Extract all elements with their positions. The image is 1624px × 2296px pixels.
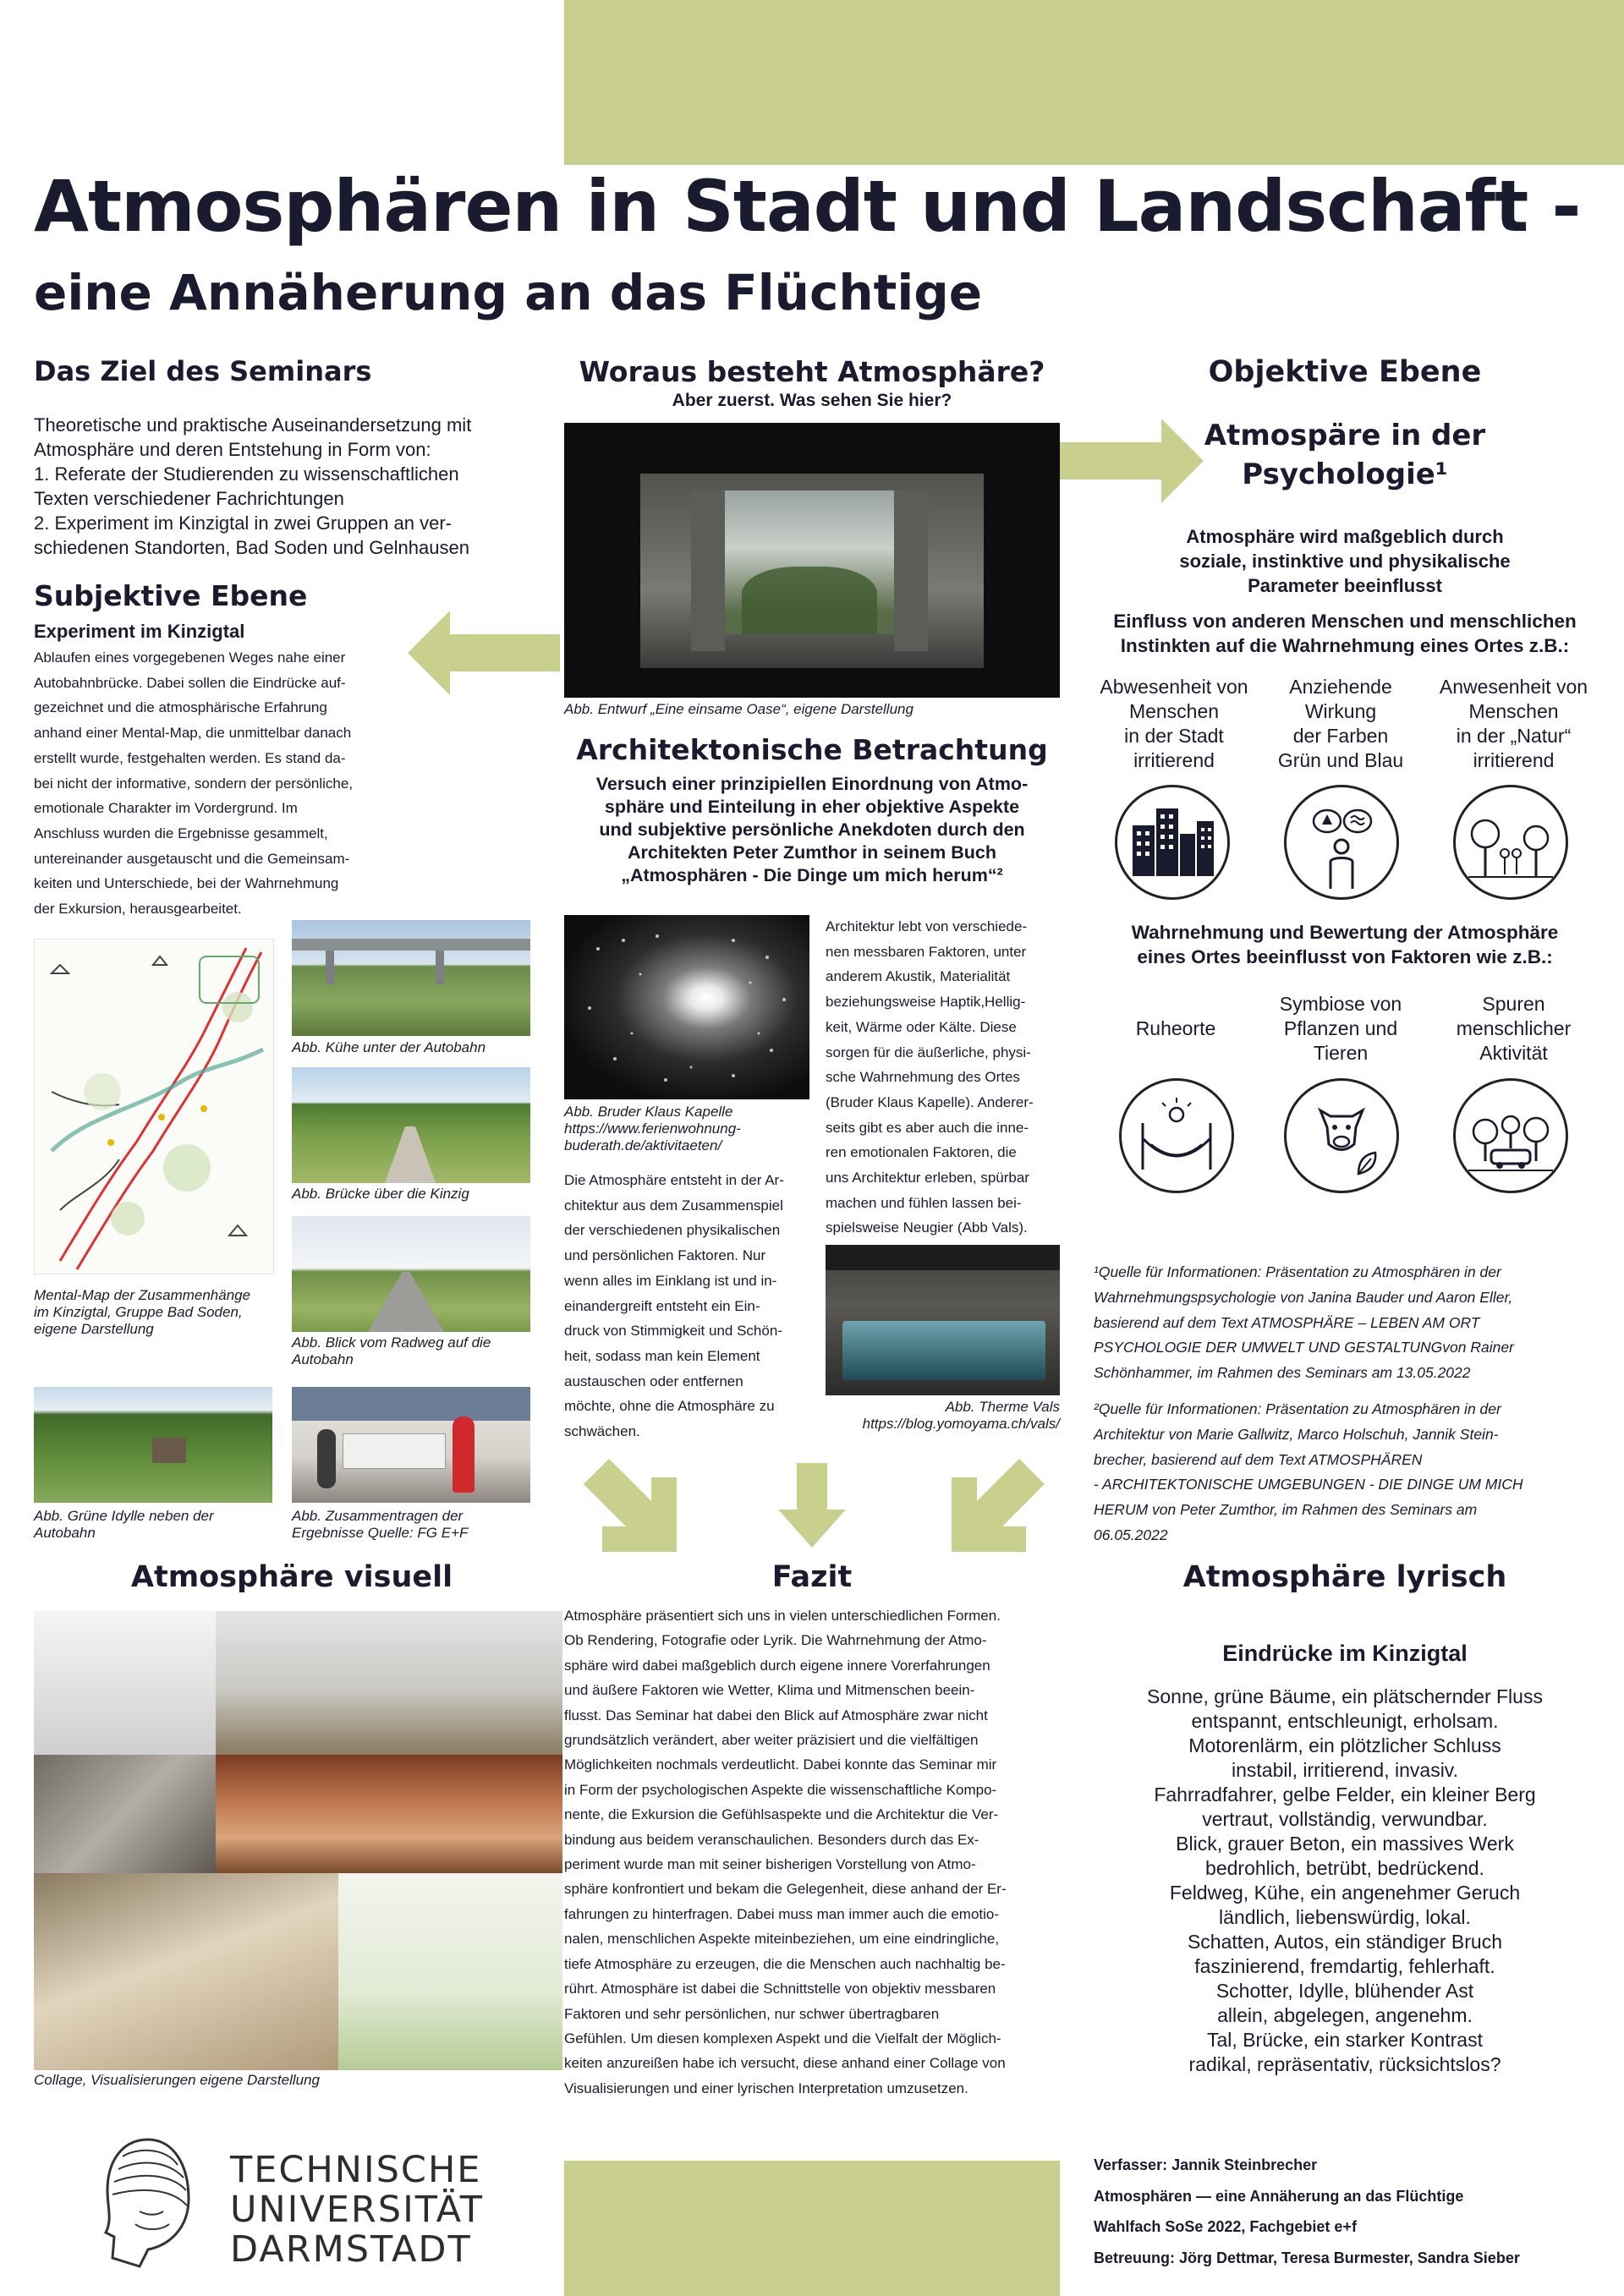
photo-kuehe [292, 920, 530, 1036]
wahrnehmung-heading: Wahrnehmung und Bewertung der Atmosphäre eines Ortes beeinflusst von Faktoren wie z.B.: [1131, 922, 1559, 967]
mental-map-image [34, 939, 274, 1274]
subjektiv-heading: Subjektive Ebene [34, 579, 308, 612]
arrow-down-left-icon [584, 1459, 677, 1552]
footnote-1: ¹Quelle für Informationen: Präsentation zu Atmosphären in der Wahrnehmungspsychologie von Janina Bauder und Aaron Eller, basierend auf dem Text ATMOSPHÄRE – LEBEN AM ORT PSYCHOLOGIE DER UMWELT UND GESTALTUNGvon Rainer Schönhammer, im Rahmen des Seminars am 13.05.2022 [1094, 1263, 1514, 1382]
caption-bruecke: Abb. Brücke über die Kinzig [292, 1186, 469, 1202]
therme-vals-image [826, 1245, 1060, 1395]
arrow-down-icon [778, 1463, 846, 1548]
tu-logo [89, 2131, 207, 2275]
cow-leaf-icon [1284, 1078, 1399, 1193]
arrow-down-right-icon [952, 1459, 1045, 1552]
caption-blick: Abb. Blick vom Radweg auf die Autobahn [292, 1334, 491, 1367]
arch-heading: Architektonische Betrachtung [576, 733, 1048, 766]
collage-image [34, 1611, 562, 2070]
poster-subtitle: eine Annäherung an das Flüchtige [34, 264, 983, 321]
people-in-trees-icon [1453, 785, 1568, 900]
bruder-klaus-caption: Abb. Bruder Klaus Kapelle https://www.ferienwohnung- buderath.de/aktivitaeten/ [564, 1104, 741, 1153]
ziel-heading: Das Ziel des Seminars [34, 355, 372, 387]
credits: Verfasser: Jannik Steinbrecher Atmosphären — eine Annäherung an das Flüchtige Wahlfach SoSe 2022, Fachgebiet e+f Betreuung: Jörg Dettmar, Teresa Burmester, Sandra Sieber [1094, 2156, 1520, 2267]
ziel-text: Theoretische und praktische Auseinandersetzung mit Atmosphäre und deren Entstehung in Form von: 1. Referate der Studierenden zu wissenschaftlichen Texten verschiedener Fachrichtungen 2. Experiment im Kinzigtal in zwei Gruppen an ver- schiedenen Standorten, Bad Soden und Gelnhausen [34, 414, 472, 558]
oase-image [564, 423, 1060, 698]
person-thinking-nature-icon [1284, 785, 1399, 900]
poster-title: Atmosphären in Stadt und Landschaft - [34, 165, 1581, 248]
photo-idylle [34, 1387, 272, 1503]
psychologie-heading: Atmospäre in der Psychologie¹ [1204, 419, 1486, 491]
poem: Sonne, grüne Bäume, ein plätschernder Fluss entspannt, entschleunigt, erholsam. Motorenlärm, ein plötzlicher Schluss instabil, irritierend, invasiv. Fahrradfahrer, gelbe Felder, ein kleiner Berg vertraut, vollständig, verwundbar. Blick, grauer Beton, ein massives Werk bedrohlich, betrübt, bedrückend. Feldweg, Kühe, ein angenehmer Geruch ländlich, liebenswürdig, lokal. Schatten, Autos, ein ständiger Bruch faszinierend, fremdartig, fehlerhaft. Schotter, Idylle, blühender Ast allein, abgelegen, angenehm. Tal, Brücke, ein starker Kontrast radikal, repräsentativ, rücksichtslos? [1147, 1685, 1543, 2075]
factor-abwesenheit: Abwesenheit von Menschen in der Stadt irritierend [1100, 676, 1248, 771]
collage-caption: Collage, Visualisierungen eigene Darstellung [34, 2072, 321, 2088]
visuell-heading: Atmosphäre visuell [130, 1560, 453, 1594]
arch-right-text: Architektur lebt von verschiede- nen messbaren Faktoren, unter anderem Akustik, Materialität beziehungsweise Haptik,Hellig- keit, Wärme oder Kälte. Diese sorgen für die äußerliche, physi- sche Wahrnehmung des Ortes (Bruder Klaus Kapelle). Anderer- seits gibt es aber auch die inne- ren emotionalen Faktoren, die uns Architektur erleben, spürbar machen und fühlen lassen bei- spielsweise Neugier (Abb Vals). [826, 918, 1034, 1236]
factor-symbiose: Symbiose von Pflanzen und Tieren [1279, 993, 1402, 1064]
experiment-text: Ablaufen eines vorgegebenen Weges nahe einer Autobahnbrücke. Dabei sollen die Eindrücke auf- gezeichnet und die atmosphärische Erfahrung anhand einer Mental-Map, die unmittelbar danach erstellt wurde, festgehalten werden. Es stand da- bei nicht der informative, sondern der persönliche, emotionale Charakter im Vordergrund. Im Anschluss wurden die Ergebnisse gesammelt, untereinander ausgetauscht und die Gemeinsam- keiten und Unterschiede, bei der Wahrnehmung der Exkursion, herausgearbeitet. [34, 649, 354, 918]
woraus-subheading: Aber zuerst. Was sehen Sie hier? [672, 391, 952, 410]
photo-blick [292, 1216, 530, 1332]
fazit-heading: Fazit [771, 1560, 853, 1594]
factor-ruheorte: Ruheorte [1135, 1017, 1216, 1039]
bruder-klaus-image [564, 915, 809, 1099]
footnote-2: ²Quelle für Informationen: Präsentation zu Atmosphären in der Architektur von Marie Gallwitz, Marco Holschuh, Jannik Stein- brecher, basierend auf dem Text ATMOSPHÄREN - ARCHITEKTONISCHE UMGEBUNGEN - DIE DINGE UM MICH HERUM von Peter Zumthor, im Rahmen des Seminars am 06.05.2022 [1094, 1400, 1523, 1543]
factor-anwesenheit: Anwesenheit von Menschen in der „Natur“ irritierend [1439, 676, 1588, 771]
university-name: TECHNISCHE UNIVERSITÄT DARMSTADT [230, 2149, 485, 2271]
lyrisch-heading: Atmosphäre lyrisch [1182, 1560, 1507, 1594]
caption-zusammentragen: Abb. Zusammentragen der Ergebnisse Quelle: FG E+F [292, 1508, 469, 1541]
woraus-heading: Woraus besteht Atmosphäre? [579, 355, 1045, 388]
factor-anziehende-wirkung: Anziehende Wirkung der Farben Grün und Blau [1277, 676, 1404, 771]
oase-caption: Abb. Entwurf „Eine einsame Oase“, eigene Darstellung [564, 701, 914, 717]
trees-car-icon [1453, 1078, 1568, 1193]
einfluss-heading: Einfluss von anderen Menschen und menschlichen Instinkten auf die Wahrnehmung eines Ortes z.B.: [1113, 611, 1577, 656]
therme-vals-caption: Abb. Therme Vals https://blog.yomoyama.ch/vals/ [862, 1399, 1060, 1432]
bottom-accent-bar [564, 2161, 1060, 2296]
caption-kuehe: Abb. Kühe unter der Autobahn [292, 1039, 486, 1055]
mental-map-caption: Mental-Map der Zusammenhänge im Kinzigtal, Gruppe Bad Soden, eigene Darstellung [34, 1287, 251, 1337]
experiment-heading: Experiment im Kinzigtal [34, 621, 245, 642]
arch-subheading: Versuch einer prinzipiellen Einordnung von Atmo- sphäre und Einteilung in eher objektive Aspekte und subjektive persönliche Anekdoten durch den Architekten Peter Zumthor in seinem Buch „Atmosphären - Die Dinge um mich herum“² [595, 774, 1029, 885]
caption-idylle: Abb. Grüne Idylle neben der Autobahn [34, 1508, 214, 1541]
fazit-text: Atmosphäre präsentiert sich uns in vielen unterschiedlichen Formen. Ob Rendering, Fotografie oder Lyrik. Die Wahrnehmung der Atmo- sphäre wird dabei maßgeblich durch eigene innere Vorerfahrungen und äußere Faktoren wie Wetter, Klima und Mitmenschen beein- flusst. Das Seminar hat dabei den Blick auf Atmosphäre zwar nicht grundsätzlich verändert, aber weiter präzisiert und die vielfältigen Möglichkeiten nochmals verdeutlicht. Dabei konnte das Seminar mir in Form der psychologischen Aspekte die wissenschaftliche Kompo- nente, die Exkursion die Gefühlsaspekte und die Architektur die Ver- bindung aus beidem veranschaulichen. Besonders durch das Ex- periment wurde man mit seiner bisherigen Vorstellung von Atmo- sphäre konfrontiert und bekam die Gelegenheit, diese anhand der Er- fahrungen zu hinterfragen. Dabei muss man immer auch die emotio- nalen, menschlichen Aspekte miteinbeziehen, um eine eindringliche, tiefe Atmosphäre zu erzeugen, die die Menschen auch nachhaltig be- rührt. Atmosphäre ist dabei die Schnittstelle von objektiv messbaren Faktoren und sehr persönlichen, nur schwer übertragbaren Gefühlen. Um diesen komplexen Aspekt und die Vielfalt der Möglich- keiten anzureißen habe ich versucht, diese anhand einer Collage von Visualisierungen und einer lyrischen Interpretation umzusetzen. [564, 1608, 1007, 2096]
top-accent-bar [564, 0, 1624, 165]
factor-spuren: Spuren menschlicher Aktivität [1456, 993, 1572, 1064]
photo-zusammentragen [292, 1387, 530, 1503]
objektiv-heading: Objektive Ebene [1208, 355, 1482, 389]
arch-left-text: Die Atmosphäre entsteht in der Ar- chitektur aus dem Zusammenspiel der verschiedenen physikalischen und persönlichen Faktoren. Nur wenn alles im Einklang ist und in- einandergreift entsteht ein Ein- druck von Stimmigkeit und Schön- heit, sodass man kein Element austauschen oder entfernen möchte, ohne die Atmosphäre zu schwächen. [564, 1172, 784, 1440]
city-buildings-icon [1115, 785, 1230, 900]
photo-bruecke [292, 1067, 530, 1183]
arrow-left-icon [408, 611, 560, 695]
eindruecke-heading: Eindrücke im Kinzigtal [1222, 1641, 1468, 1666]
psychologie-subheading: Atmosphäre wird maßgeblich durch soziale, instinktive und physikalische Parameter beeinflusst [1179, 526, 1511, 596]
hammock-icon [1119, 1078, 1234, 1193]
